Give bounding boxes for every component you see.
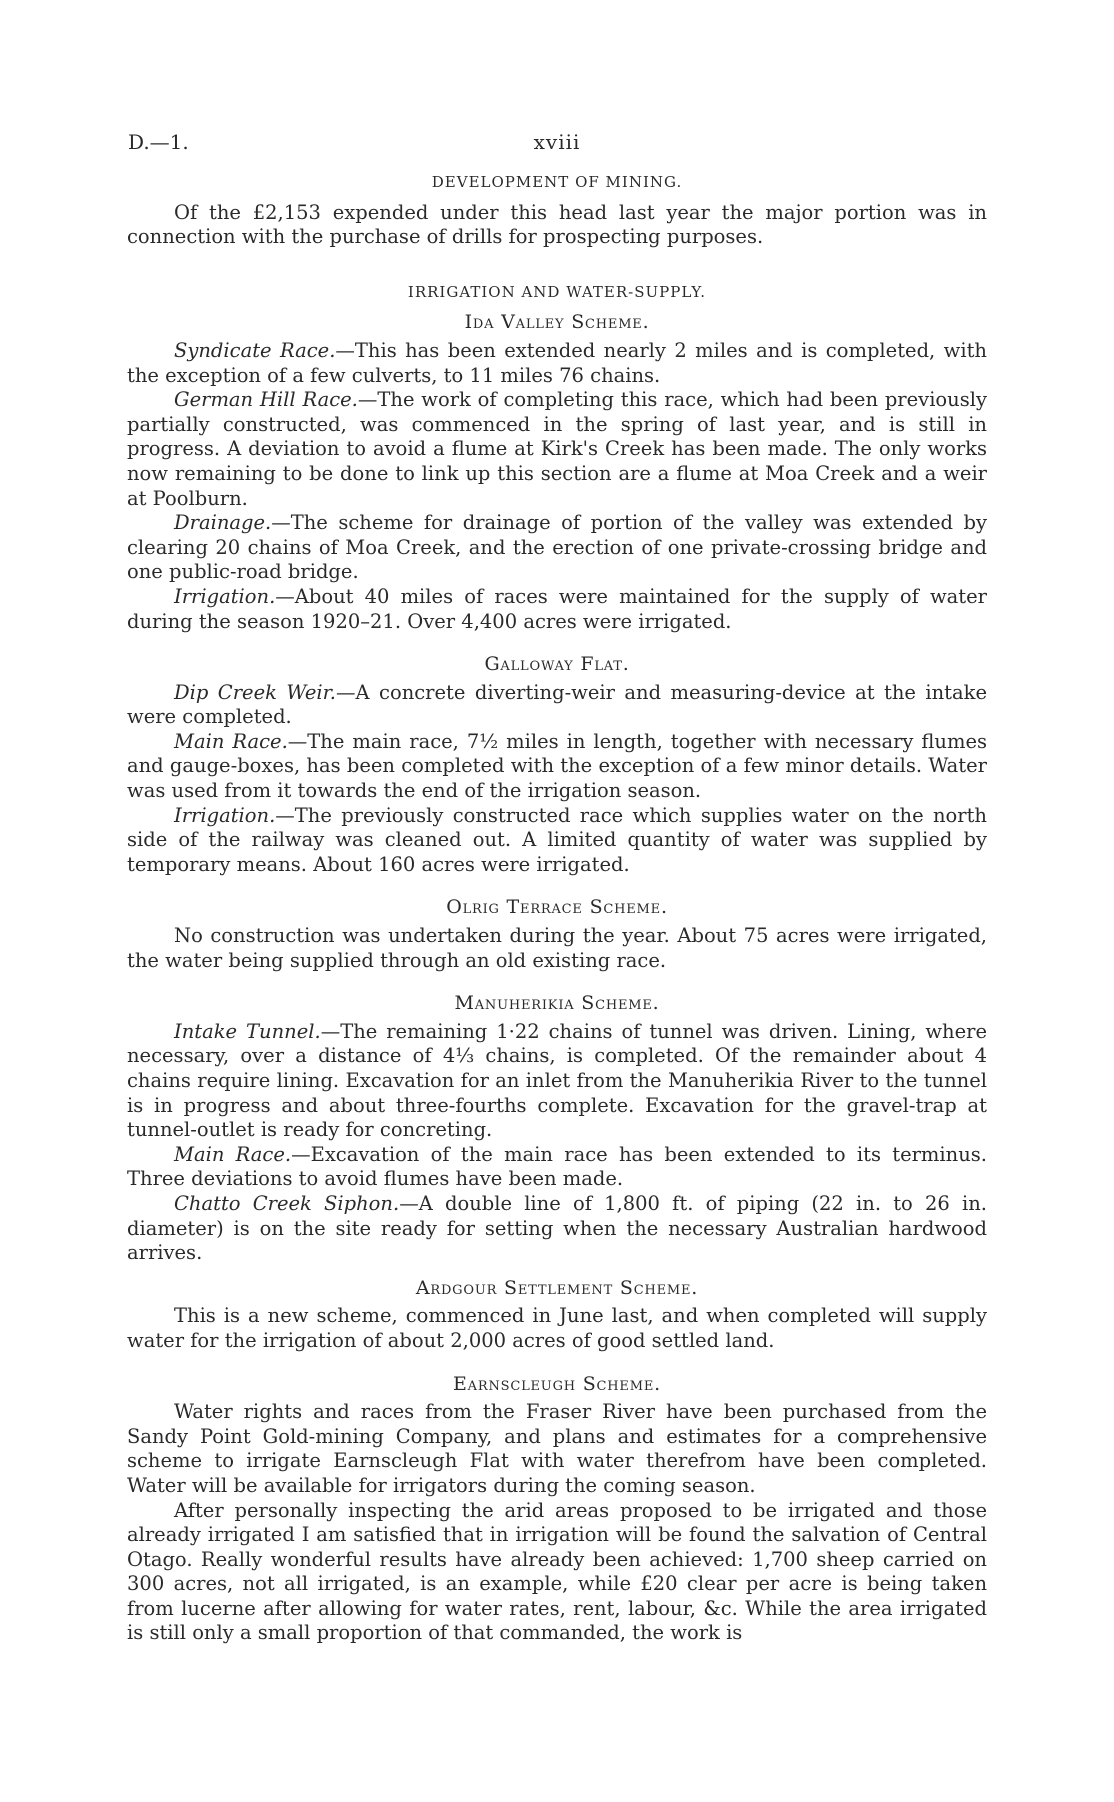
paragraph-drainage: Drainage.—The scheme for drainage of portion of the valley was extended by clearing 20 chains of Moa Creek, and the erection of one private-crossing bridge and one public-road bridge. [127,511,987,584]
section-heading-irrigation: IRRIGATION AND WATER-SUPPLY. [407,282,707,301]
subheading-ardgour: Ardgour Settlement Scheme. [415,1276,699,1299]
run-in-heading: Drainage. [174,511,272,535]
run-in-heading: Syndicate Race. [174,338,336,362]
paragraph-earnscleugh-1: Water rights and races from the Fraser River have been purchased from the Sandy Point Gold-mining Company, and plans and estimates for a comprehensive scheme to irrigate Earnscleugh Flat with water therefrom have been completed. Water will be available for irrigators during the coming season. [127,1400,987,1497]
subheading-earnscleugh: Earnscleugh Scheme. [453,1372,661,1395]
paragraph-german-hill-race: German Hill Race.—The work of completing this race, which had been previously partially constructed, was commenced in the spring of last year, and is still in progress. A deviation to avoid a flume at Kirk's Creek has been made. The only works now remaining to be done to link up this section are a flume at Moa Creek and a weir at Poolburn. [127,388,987,510]
run-in-heading: Intake Tunnel. [174,1019,321,1043]
paragraph-ardgour: This is a new scheme, commenced in June last, and when completed will supply water for the irrigation of about 2,000 acres of good settled land. [127,1304,987,1352]
paragraph-irrigation-galloway: Irrigation.—The previously constructed race which supplies water on the north side of the railway was cleaned out. A limited quantity of water was supplied by temporary means. About 160 acres were irrigated. [127,803,987,876]
subheading-ida-valley: Ida Valley Scheme. [464,311,650,334]
subheading-olrig-terrace: Olrig Terrace Scheme. [446,896,668,919]
section-heading-mining: DEVELOPMENT OF MINING. [431,173,683,191]
paragraph-main-race-manuherikia: Main Race.—Excavation of the main race has been extended to its terminus. Three deviations to avoid flumes have been made. [127,1142,987,1191]
document-reference: D.—1. [128,130,189,154]
paragraph-main-race-galloway: Main Race.—The main race, 7½ miles in length, together with necessary flumes and gauge-boxes, has been completed with the exception of a few minor details. Water was used from it towards the end of the irrigation season. [127,729,987,803]
run-in-heading: Dip Creek Weir. [174,680,336,704]
run-in-heading: Irrigation. [174,803,276,827]
paragraph-chatto-creek-siphon: Chatto Creek Siphon.—A double line of 1,800 ft. of piping (22 in. to 26 in. diameter) is on the site ready for setting when the necessary Australian hardwood arrives. [127,1191,987,1265]
page-header [128,130,986,160]
page-number: xviii [533,130,581,154]
page-content [127,170,987,1646]
run-in-heading: Irrigation. [174,584,276,608]
subheading-galloway-flat: Galloway Flat. [484,653,630,676]
paragraph-olrig: No construction was undertaken during the year. About 75 acres were irrigated, the water being supplied through an old existing race. [127,924,987,972]
paragraph-earnscleugh-2: After personally inspecting the arid areas proposed to be irrigated and those already irrigated I am satisfied that in irrigation will be found the salvation of Central Otago. Really wonderful results have already been achieved: 1,700 sheep carried on 300 acres, not all irrigated, is an example, while £20 clear per acre is being taken from lucerne after allowing for water rates, rent, labour, &c. While the area irrigated is still only a small proportion of that commanded, the work is [127,1498,987,1645]
subheading-manuherikia: Manuherikia Scheme. [454,992,660,1015]
paragraph-dip-creek-weir: Dip Creek Weir.—A concrete diverting-weir and measuring-device at the intake were completed. [127,680,988,729]
paragraph-intake-tunnel: Intake Tunnel.—The remaining 1·22 chains of tunnel was driven. Lining, where necessary, over a distance of 4⅓ chains, is completed. Of the remainder about 4 chains require lining. Excavation for an inlet from the Manuherikia River to the tunnel is in progress and about three-fourths complete. Excavation for the gravel-trap at tunnel-outlet is ready for concreting. [127,1019,987,1142]
paragraph-syndicate-race: Syndicate Race.—This has been extended nearly 2 miles and is completed, with the exception of a few culverts, to 11 miles 76 chains. [127,338,987,387]
paragraph-irrigation-ida: Irrigation.—About 40 miles of races were maintained for the supply of water during the season 1920–21. Over 4,400 acres were irrigated. [127,584,987,633]
paragraph-mining: Of the £2,153 expended under this head last year the major portion was in connection with the purchase of drills for prospecting purposes. [127,200,987,249]
run-in-heading: German Hill Race. [174,388,358,412]
run-in-heading: Main Race. [174,729,288,753]
run-in-heading: Chatto Creek Siphon. [174,1191,400,1215]
run-in-heading: Main Race. [174,1142,292,1166]
